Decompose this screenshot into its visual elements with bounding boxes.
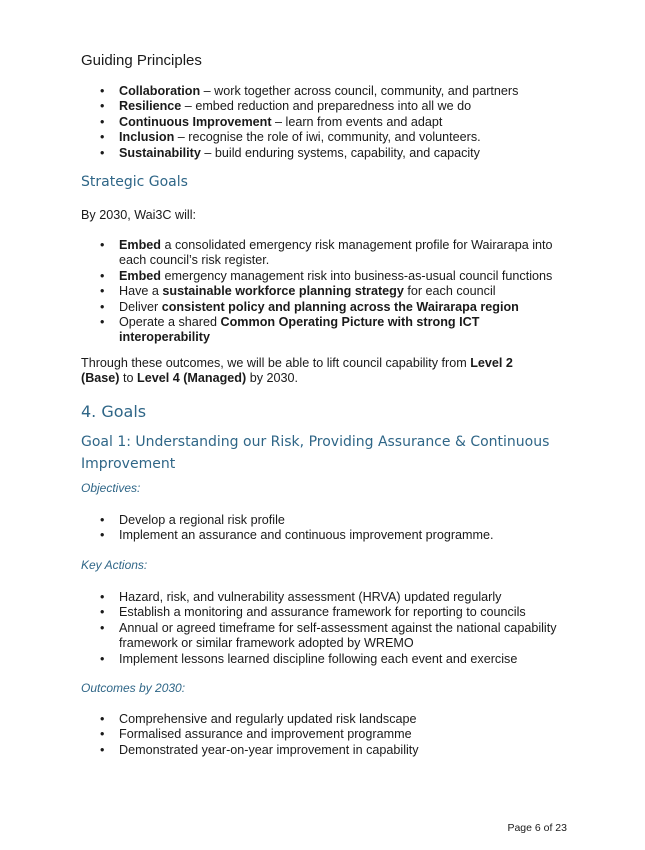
list-item: • Deliver consistent policy and planning across the Wairarapa region [100,300,570,315]
list-item: • Sustainability – build enduring systems, capability, and capacity [100,146,570,161]
list-item: • Embed a consolidated emergency risk management profile for Wairarapa into each council’s risk register. [100,238,570,269]
list-item: • Operate a shared Common Operating Picture with strong ICT interoperability [100,315,570,346]
list-item: • Resilience – embed reduction and preparedness into all we do [100,99,570,114]
list-item: • Formalised assurance and improvement programme [100,727,570,742]
list-item: • Collaboration – work together across council, community, and partners [100,84,570,99]
list-item: • Implement an assurance and continuous improvement programme. [100,528,570,543]
list-item: • Establish a monitoring and assurance framework for reporting to councils [100,605,570,620]
objectives-label: Objectives: [81,481,141,495]
list-item: • Demonstrated year-on-year improvement in capability [100,743,570,758]
goal-1-heading: Goal 1: Understanding our Risk, Providing Assurance & Continuous Improvement [81,434,550,472]
list-item: • Embed emergency management risk into business-as-usual council functions [100,269,570,284]
list-item: • Annual or agreed timeframe for self-assessment against the national capability framework or similar framework adopted by WREMO [100,621,570,652]
guiding-principles-list [100,84,570,161]
list-item: • Comprehensive and regularly updated risk landscape [100,712,570,727]
list-item: • Hazard, risk, and vulnerability assessment (HRVA) updated regularly [100,590,570,605]
guiding-principles-heading: Guiding Principles [81,52,202,69]
key-actions-list [100,590,570,667]
strategic-intro: By 2030, Wai3C will: [81,208,197,222]
page-number: Page 6 of 23 [507,822,567,834]
objectives-list [100,513,570,544]
list-item: • Continuous Improvement – learn from events and adapt [100,115,570,130]
list-item: • Have a sustainable workforce planning strategy for each council [100,284,570,299]
strategic-goals-list [100,238,570,346]
list-item: • Implement lessons learned discipline following each event and exercise [100,652,570,667]
key-actions-label: Key Actions: [81,558,148,572]
strategic-outcome-paragraph: Through these outcomes, we will be able to lift council capability from Level 2 (Base) to Level 4 (Managed) by 2030. [81,356,513,386]
outcomes-label: Outcomes by 2030: [81,681,186,695]
list-item: • Inclusion – recognise the role of iwi, community, and volunteers. [100,130,570,145]
outcomes-list [100,712,570,758]
goals-heading: 4. Goals [81,402,147,421]
list-item: • Develop a regional risk profile [100,513,570,528]
strategic-goals-heading: Strategic Goals [81,174,188,190]
